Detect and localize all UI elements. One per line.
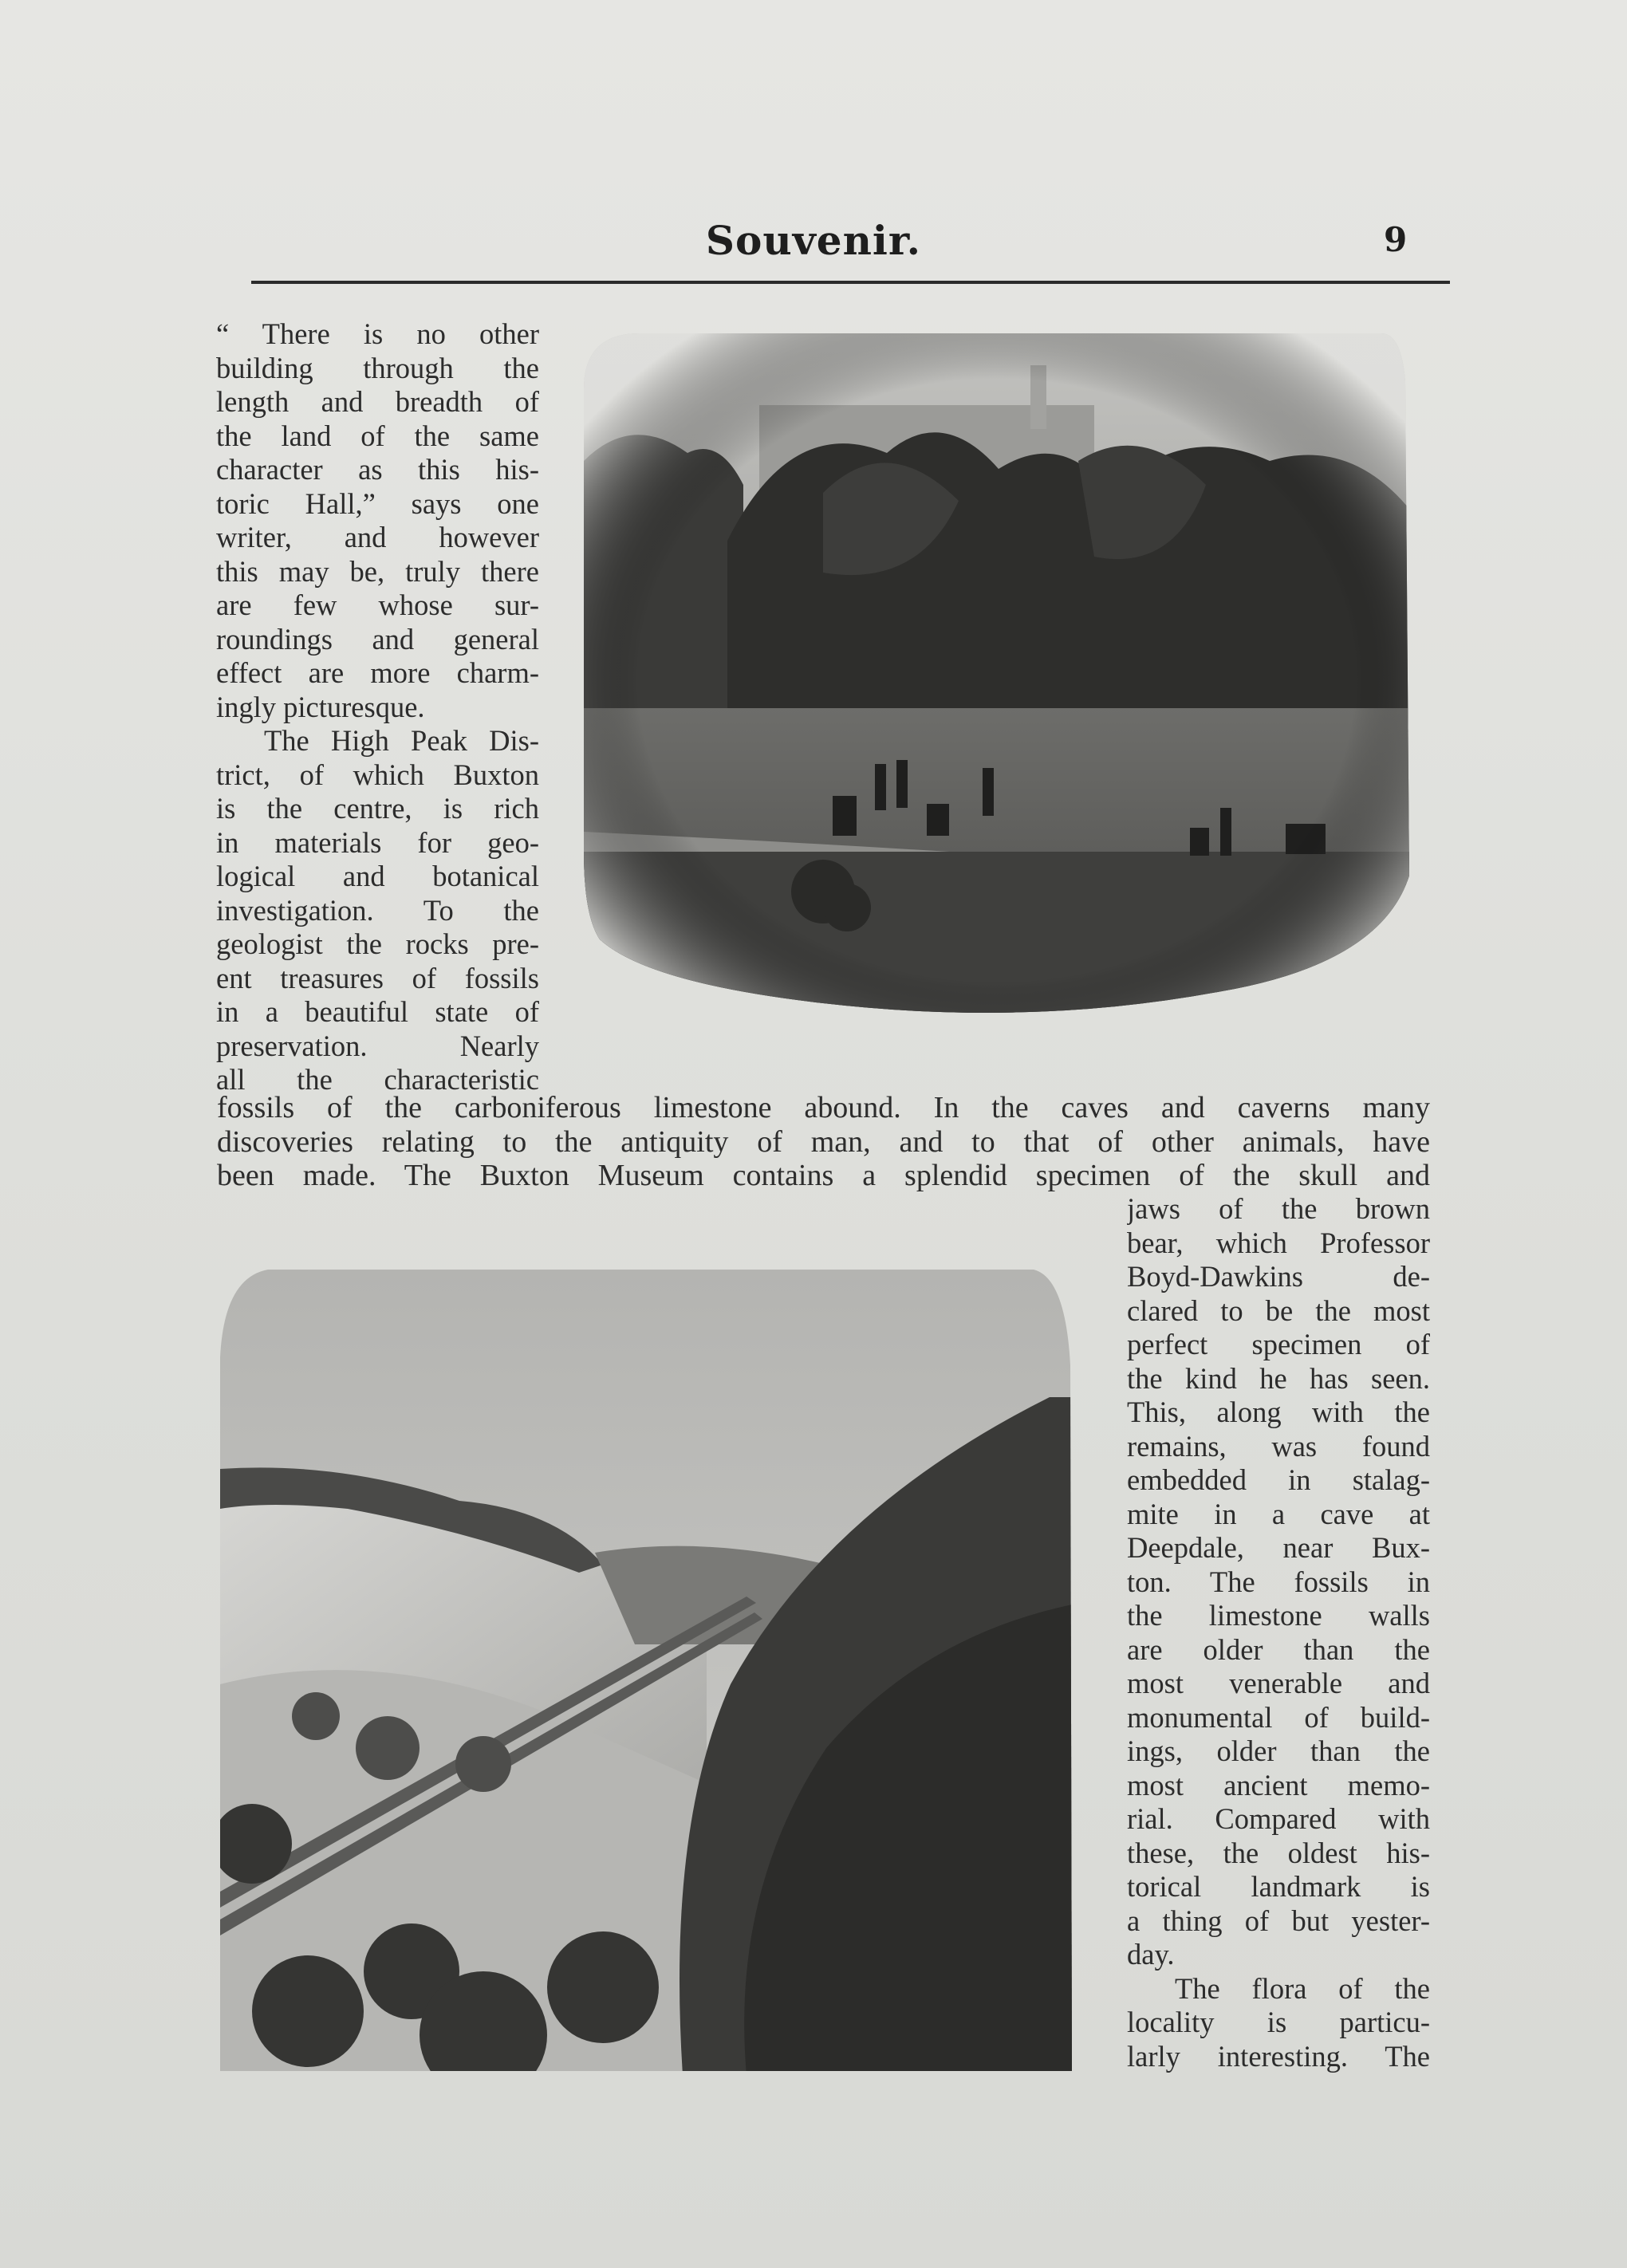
text-line: these, the oldest his- <box>1127 1836 1430 1869</box>
text-line: ings, older than the <box>1127 1734 1430 1767</box>
text-line: the land of the same <box>216 419 539 452</box>
text-line: logical and botanical <box>216 860 539 892</box>
text-line: locality is particu- <box>1127 2006 1430 2038</box>
text-line: ingly picturesque. <box>216 690 425 723</box>
text-line: remains, was found <box>1127 1429 1430 1463</box>
text-line: trict, of which Buxton <box>216 758 539 791</box>
text-line: larly interesting. The <box>1127 2039 1430 2073</box>
running-title: Souvenir. <box>705 217 922 264</box>
text-line: investigation. To the <box>216 893 539 927</box>
text-line: been made. The Buxton Museum contains a splendid specimen of the skull and <box>217 1159 1430 1192</box>
header-rule <box>251 281 1450 284</box>
text-line: a thing of but yester- <box>1127 1904 1430 1937</box>
text-line: in a beautiful state of <box>216 995 539 1028</box>
text-line: torical landmark is <box>1127 1870 1430 1903</box>
right-text-column <box>1127 1192 1430 2073</box>
text-line: The flora of the <box>1175 1971 1430 2005</box>
page-number: 9 <box>1384 220 1408 259</box>
text-line: embedded in stalag- <box>1127 1463 1430 1496</box>
text-line: preservation. Nearly <box>216 1029 539 1062</box>
text-line: all the characteristic <box>216 1063 539 1096</box>
text-line: geologist the rocks pre- <box>216 927 539 960</box>
text-line: is the centre, is rich <box>216 792 539 825</box>
text-line: jaws of the brown <box>1127 1192 1430 1225</box>
text-line: rial. Compared with <box>1127 1802 1430 1835</box>
text-line: monumental of build- <box>1127 1700 1430 1734</box>
text-line: The High Peak Dis- <box>264 724 539 757</box>
text-line: mite in a cave at <box>1127 1497 1430 1530</box>
text-line: “ There is no other <box>216 317 539 350</box>
text-line: clared to be the most <box>1127 1293 1430 1327</box>
text-line: toric Hall,” says one <box>216 486 539 520</box>
text-line: bear, which Professor <box>1127 1226 1430 1259</box>
text-line: roundings and general <box>216 622 539 656</box>
limestone-gorge-photo <box>220 1270 1072 2075</box>
text-line: are older than the <box>1127 1632 1430 1666</box>
bowling-green-photo <box>584 333 1409 1027</box>
text-line: fossils of the carboniferous limestone abound. In the caves and caverns many <box>217 1091 1430 1124</box>
text-line: character as this his- <box>216 453 539 486</box>
text-line: effect are more charm- <box>216 656 539 689</box>
text-line: day. <box>1127 1938 1175 1971</box>
text-line: most ancient memo- <box>1127 1768 1430 1801</box>
text-line: ton. The fossils in <box>1127 1565 1430 1598</box>
text-line: writer, and however <box>216 521 539 553</box>
text-line: This, along with the <box>1127 1396 1430 1428</box>
text-line: Deepdale, near Bux- <box>1127 1531 1430 1564</box>
text-line: perfect specimen of <box>1127 1328 1430 1360</box>
left-text-column <box>216 317 539 1097</box>
text-line: the limestone walls <box>1127 1599 1430 1632</box>
text-line: discoveries relating to the antiquity of man, and to that of other animals, have <box>217 1124 1430 1159</box>
text-line: are few whose sur- <box>216 589 539 621</box>
text-line: in materials for geo- <box>216 825 539 859</box>
text-line: building through the <box>216 351 539 384</box>
text-line: most venerable and <box>1127 1667 1430 1699</box>
wide-text-lines <box>217 1091 1430 1193</box>
text-line: Boyd-Dawkins de- <box>1127 1260 1430 1293</box>
text-line: the kind he has seen. <box>1127 1361 1430 1395</box>
text-line: length and breadth of <box>216 385 539 418</box>
text-line: this may be, truly there <box>216 554 539 588</box>
text-line: ent treasures of fossils <box>216 961 539 994</box>
